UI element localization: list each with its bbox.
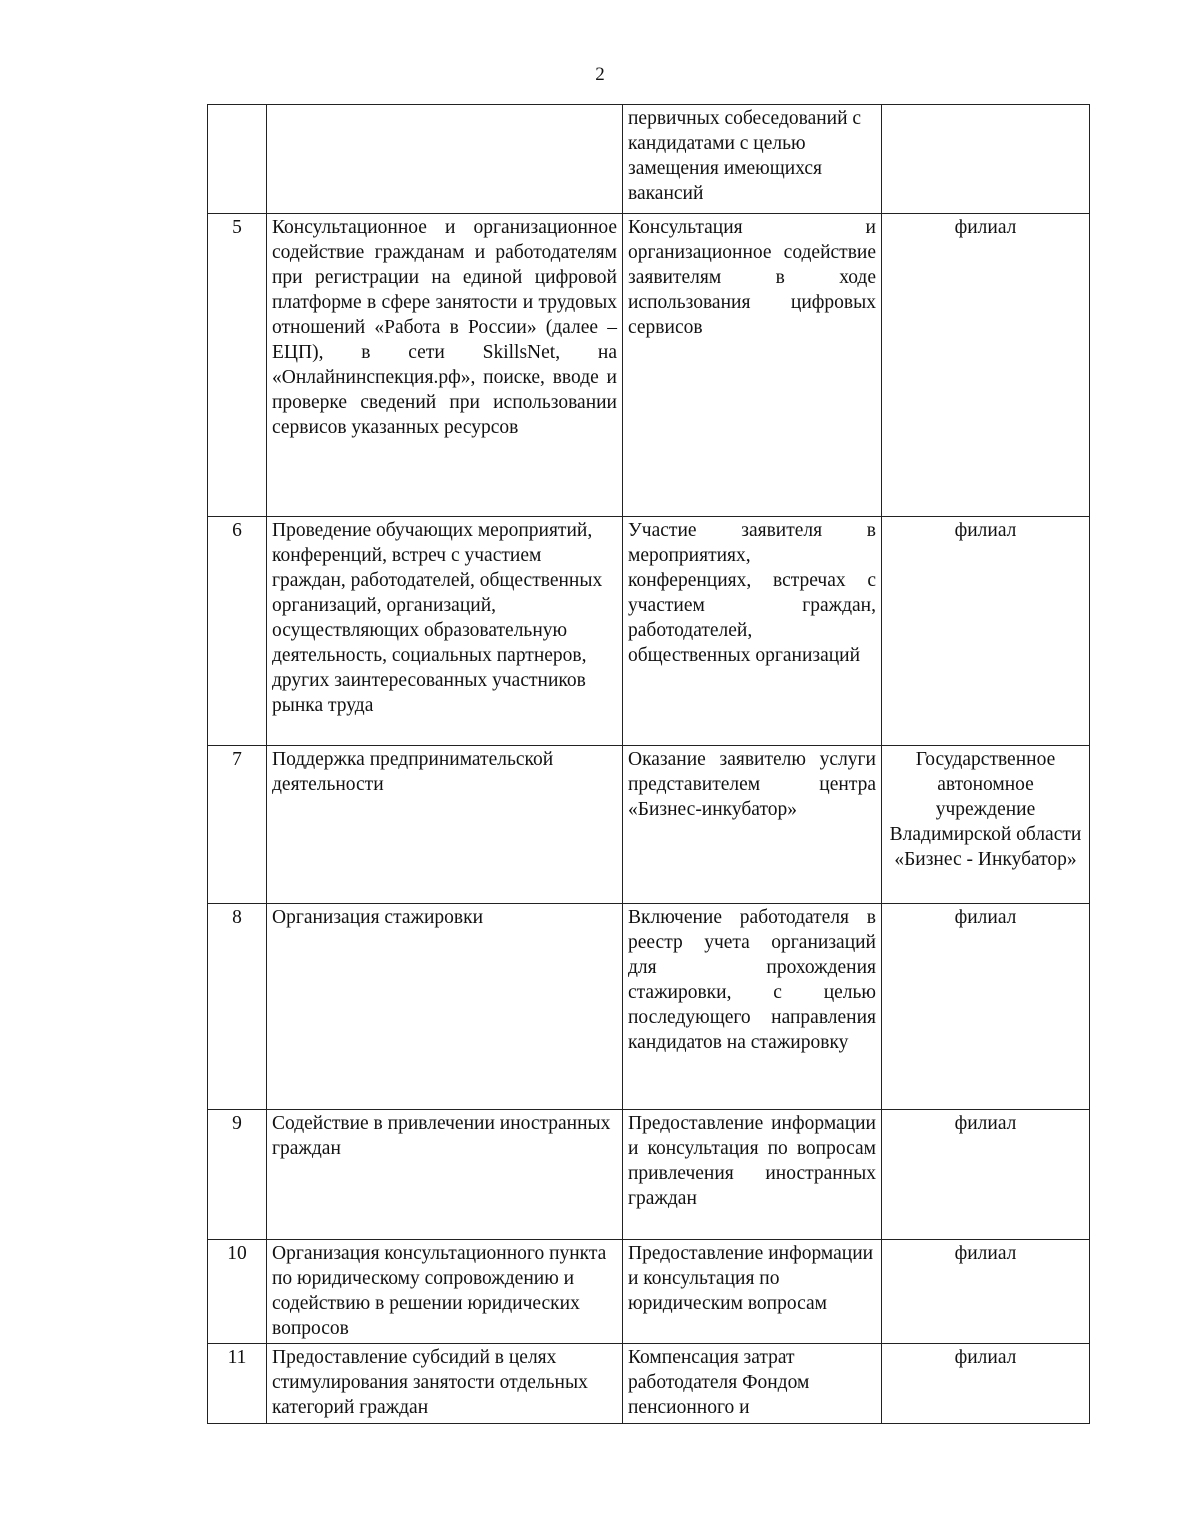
row-number: 11 (208, 1344, 267, 1424)
measure-cell: Организация стажировки (267, 904, 623, 1110)
row-number (208, 105, 267, 214)
measures-table (207, 104, 1090, 1424)
executor-cell: Государственное автономное учреждение Владимирской области «Бизнес - Инкубатор» (882, 746, 1090, 904)
table-row (208, 1344, 1090, 1424)
row-number: 7 (208, 746, 267, 904)
row-number: 9 (208, 1110, 267, 1240)
table-row (208, 517, 1090, 746)
measure-cell: Консультационное и организационное содействие гражданам и работодателям при регистрации на единой цифровой платформе в сфере занятости и трудовых отношений «Работа в России» (далее – ЕЦП), в сети SkillsNet, на «Онлайнинспекция.рф», поиске, вводе и проверке сведений при использовании сервисов указанных ресурсов (267, 214, 623, 517)
row-number: 8 (208, 904, 267, 1110)
form-cell: Включение работодателя в реестр учета организаций для прохождения стажировки, с целью последующего направления кандидатов на стажировку (623, 904, 882, 1110)
form-cell: Предоставление информации и консультация по вопросам привлечения иностранных граждан (623, 1110, 882, 1240)
measure-cell (267, 105, 623, 214)
measure-cell: Проведение обучающих мероприятий, конференций, встреч с участием граждан, работодателей, общественных организаций, организаций, осуществляющих образовательную деятельность, социальных партнеров, других заинтересованных участников рынка труда (267, 517, 623, 746)
form-cell: первичных собеседований с кандидатами с целью замещения имеющихся вакансий (623, 105, 882, 214)
measure-cell: Организация консультационного пункта по юридическому сопровождению и содействию в решении юридических вопросов (267, 1240, 623, 1344)
executor-cell: филиал (882, 1344, 1090, 1424)
measure-cell: Поддержка предпринимательской деятельности (267, 746, 623, 904)
executor-cell: филиал (882, 904, 1090, 1110)
form-cell: Участие заявителя в мероприятиях, конференциях, встречах с участием граждан, работодателей, общественных организаций (623, 517, 882, 746)
row-number: 6 (208, 517, 267, 746)
measure-cell: Содействие в привлечении иностранных граждан (267, 1110, 623, 1240)
executor-cell: филиал (882, 214, 1090, 517)
form-cell: Компенсация затрат работодателя Фондом пенсионного и (623, 1344, 882, 1424)
page-number: 2 (595, 64, 605, 85)
form-cell: Предоставление информации и консультация по юридическим вопросам (623, 1240, 882, 1344)
measure-cell: Предоставление субсидий в целях стимулирования занятости отдельных категорий граждан (267, 1344, 623, 1424)
form-cell: Оказание заявителю услуги представителем центра «Бизнес-инкубатор» (623, 746, 882, 904)
executor-cell: филиал (882, 517, 1090, 746)
table-row (208, 1110, 1090, 1240)
row-number: 5 (208, 214, 267, 517)
row-number: 10 (208, 1240, 267, 1344)
form-cell: Консультация и организационное содействие заявителям в ходе использования цифровых сервисов (623, 214, 882, 517)
table-row (208, 746, 1090, 904)
table-row (208, 105, 1090, 214)
table-row (208, 1240, 1090, 1344)
table-row (208, 904, 1090, 1110)
executor-cell: филиал (882, 1240, 1090, 1344)
executor-cell (882, 105, 1090, 214)
table-row (208, 214, 1090, 517)
executor-cell: филиал (882, 1110, 1090, 1240)
